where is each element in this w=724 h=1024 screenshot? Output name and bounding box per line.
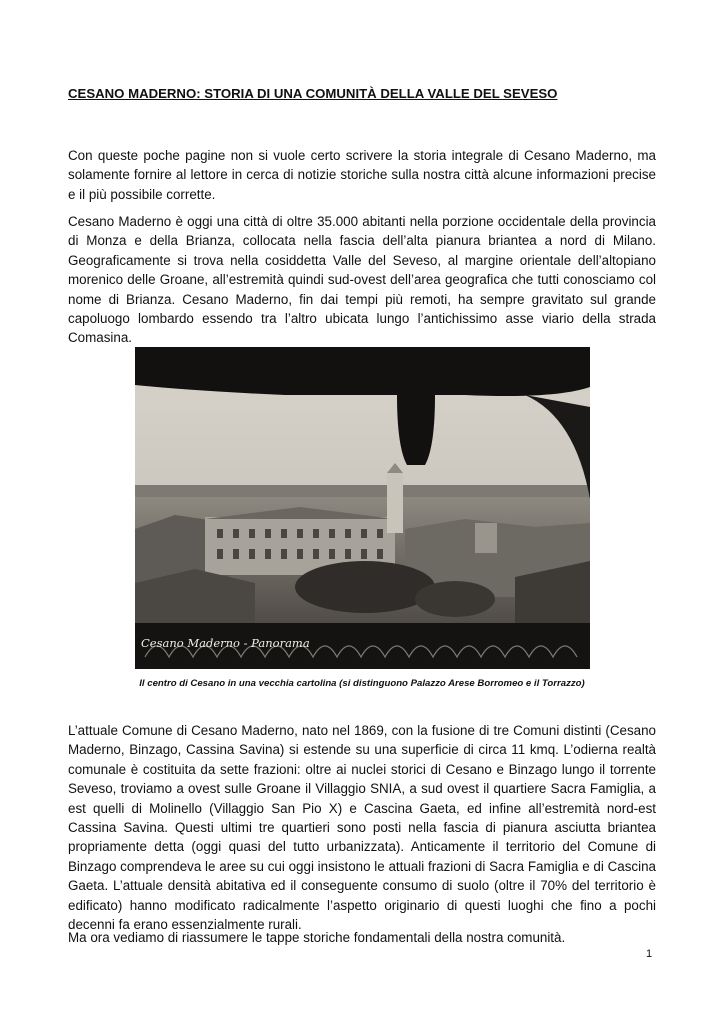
paragraph-closing: Ma ora vediamo di riassumere le tappe storiche fondamentali della nostra comunità.	[68, 930, 566, 945]
photo-trees	[295, 561, 435, 613]
page-number: 1	[646, 948, 653, 960]
paragraph-intro: Con queste poche pagine non si vuole certo scrivere la storia integrale di Cesano Maderno, ma solamente fornire al lettore in cerca di notizie storiche sulla nostra città alcune informazioni precise e il più possibile corrette.	[68, 148, 656, 202]
photo-caption: Il centro di Cesano in una vecchia cartolina (si distinguono Palazzo Arese Borromeo e il Torrazzo)	[139, 678, 585, 689]
photo-tower	[387, 471, 403, 533]
postcard-photo	[135, 347, 590, 669]
paragraph-geography: Cesano Maderno è oggi una città di oltre 35.000 abitanti nella porzione occidentale della provincia di Monza e della Brianza, collocata nella fascia dell’alta pianura briantea a nord di Milano. Geograficamente si trova nella cosiddetta Valle del Seveso, al margine orientale dell’altopiano morenico delle Groane, all’estremità quindi sud-ovest dell’area geografica che tutti conosciamo col nome di Brianza. Cesano Maderno, fin dai tempi più remoti, ha sempre gravitato sul grande capoluogo lombardo essendo tra l’altro ubicata lungo l’antichissimo asse viario della strada Comasina.	[68, 214, 656, 346]
document-title: CESANO MADERNO: STORIA DI UNA COMUNITÀ DELLA VALLE DEL SEVESO	[68, 86, 558, 101]
paragraph-municipality: L’attuale Comune di Cesano Maderno, nato nel 1869, con la fusione di tre Comuni distinti (Cesano Maderno, Binzago, Cassina Savina) si estende su una superficie di circa 11 kmq. L’odierna realtà comunale è costituita da sette frazioni: oltre ai nuclei storici di Cesano e Binzago lungo il torrente Seveso, troviamo a ovest sulle Groane il Villaggio SNIA, a sud ovest il quartiere Sacra Famiglia, a est quelli di Molinello (Villaggio San Pio X) e Cascina Gaeta, ed infine all’estremità nord-est Cassina Savina. Questi ultimi tre quartieri sono posti nella fascia di pianura asciutta briantea propriamente detta (oggi quasi del tutto urbanizzata). Anticamente il territorio del Comune di Binzago comprendeva le aree su cui oggi insistono le attuali frazioni di Sacra Famiglia e di Cascina Gaeta. L’attuale densità abitativa ed il conseguente consumo di suolo (oltre il 70% del territorio è edificato) hanno modificato radicalmente l’aspetto originario di questi luoghi che fino a pochi decenni fa erano essenzialmente rurali.	[68, 723, 656, 933]
postcard-inscription: Cesano Maderno - Panorama	[141, 636, 310, 650]
